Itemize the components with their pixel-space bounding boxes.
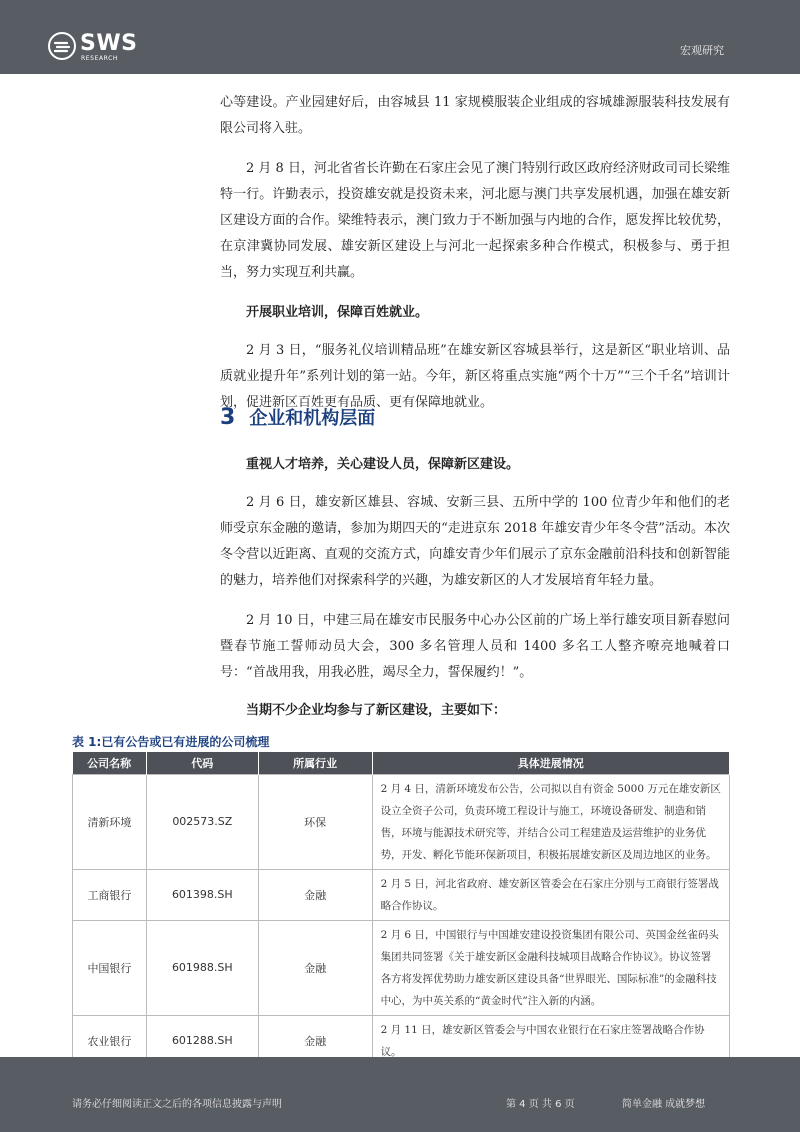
subheading-vocational-training: 开展职业培训，保障百姓就业。 bbox=[246, 305, 429, 320]
cell-industry: 环保 bbox=[258, 774, 372, 869]
cell-industry: 金融 bbox=[258, 869, 372, 920]
cell-industry: 金融 bbox=[258, 1015, 372, 1066]
header-detail: 具体进展情况 bbox=[372, 752, 729, 774]
subheading-talent: 重视人才培养，关心建设人员，保障新区建设。 bbox=[246, 457, 520, 472]
cell-company: 工商银行 bbox=[73, 869, 147, 920]
cell-detail: 2 月 6 日，中国银行与中国雄安建设投资集团有限公司、英国金丝雀码头集团共同签署《关于雄安新区金融科技城项目战略合作协议》。协议签署各方将发挥优势助力雄安新区建设具备“世界眼光、国际标准”的金融科技中心，为中英关系的“黄金时代”注入新的内涵。 bbox=[372, 920, 729, 1015]
cell-industry: 金融 bbox=[258, 920, 372, 1015]
cell-code: 601288.SH bbox=[146, 1015, 258, 1066]
cell-code: 002573.SZ bbox=[146, 774, 258, 869]
section-heading bbox=[220, 402, 375, 432]
table-row bbox=[73, 774, 730, 869]
company-progress-table bbox=[72, 752, 730, 1067]
table-row bbox=[73, 920, 730, 1015]
section-title: 企业和机构层面 bbox=[249, 408, 376, 429]
cell-company: 农业银行 bbox=[73, 1015, 147, 1066]
paragraph-1: 心等建设。产业园建好后，由容城县 11 家规模服装企业组成的容城雄源服装科技发展有限公司将入驻。 bbox=[220, 95, 730, 136]
report-category: 宏观研究 bbox=[680, 44, 724, 57]
sws-logo bbox=[48, 32, 158, 68]
disclaimer-notice: 请务必仔细阅读正文之后的各项信息披露与声明 bbox=[72, 1099, 282, 1110]
cell-company: 中国银行 bbox=[73, 920, 147, 1015]
cell-code: 601398.SH bbox=[146, 869, 258, 920]
sws-logo-mark-icon bbox=[48, 32, 76, 60]
header-industry: 所属行业 bbox=[258, 752, 372, 774]
page-footer bbox=[0, 1057, 800, 1132]
cell-detail: 2 月 4 日，清新环境发布公告，公司拟以自有资金 5000 万元在雄安新区设立全资子公司，负责环境工程设计与施工，环境设备研发、制造和销售，环境与能源技术研究等，并结合公司工程建造及运营维护的业务优势，开发、孵化节能环保新项目，积极拓展雄安新区及周边地区的业务。 bbox=[372, 774, 729, 869]
paragraph-5: 2 月 10 日，中建三局在雄安市民服务中心办公区前的广场上举行雄安项目新春慰问暨春节施工誓师动员大会，300 多名管理人员和 1400 多名工人整齐嘹亮地喊着口号：“首战用我，用我必胜，竭尽全力，誓保履约！”。 bbox=[220, 613, 730, 680]
paragraph-4: 2 月 6 日，雄安新区雄县、容城、安新三县、五所中学的 100 位青少年和他们的老师受京东金融的邀请，参加为期四天的“走进京东 2018 年雄安青少年冬令营”活动。本次冬令营以近距离、直观的交流方式，向雄安青少年们展示了京东金融前沿科技和创新智能的魅力，培养他们对探索科学的兴趣，为雄安新区的人才发展培育年轻力量。 bbox=[220, 495, 730, 588]
section-number: 3 bbox=[220, 404, 236, 430]
paragraph-3: 2 月 3 日，“服务礼仪培训精品班”在雄安新区容城县举行，这是新区“职业培训、品质就业提升年”系列计划的第一站。今年，新区将重点实施“两个十万”“三个千名”培训计划，促进新区百姓更有品质、更有保障地就业。 bbox=[220, 343, 730, 410]
cell-code: 601988.SH bbox=[146, 920, 258, 1015]
logo-text: SWS bbox=[80, 31, 138, 56]
page-number: 第 4 页 共 6 页 bbox=[506, 1099, 575, 1110]
cell-detail: 2 月 11 日，雄安新区管委会与中国农业银行在石家庄签署战略合作协议。 bbox=[372, 1015, 729, 1066]
cell-company: 清新环境 bbox=[73, 774, 147, 869]
logo-subtext: RESEARCH bbox=[81, 55, 119, 62]
paragraph-2: 2 月 8 日，河北省省长许勤在石家庄会见了澳门特别行政区政府经济财政司司长梁维特一行。许勤表示，投资雄安就是投资未来，河北愿与澳门共享发展机遇，加强在雄安新区建设方面的合作。梁维特表示，澳门致力于不断加强与内地的合作，愿发挥比较优势，在京津冀协同发展、雄安新区建设上与河北一起探索多种合作模式，积极参与、勇于担当，努力实现互利共赢。 bbox=[220, 161, 730, 280]
page-header bbox=[0, 0, 800, 74]
footer-slogan: 简单金融 成就梦想 bbox=[622, 1099, 706, 1110]
subheading-companies: 当期不少企业均参与了新区建设，主要如下： bbox=[246, 703, 507, 718]
table-header-row bbox=[73, 752, 730, 774]
table-caption: 表 1:已有公告或已有进展的公司梳理 bbox=[72, 735, 270, 749]
body-block-bottom bbox=[220, 452, 730, 724]
table-row bbox=[73, 869, 730, 920]
cell-detail: 2 月 5 日，河北省政府、雄安新区管委会在石家庄分别与工商银行签署战略合作协议。 bbox=[372, 869, 729, 920]
body-block-top bbox=[220, 90, 730, 416]
header-code: 代码 bbox=[146, 752, 258, 774]
header-company: 公司名称 bbox=[73, 752, 147, 774]
